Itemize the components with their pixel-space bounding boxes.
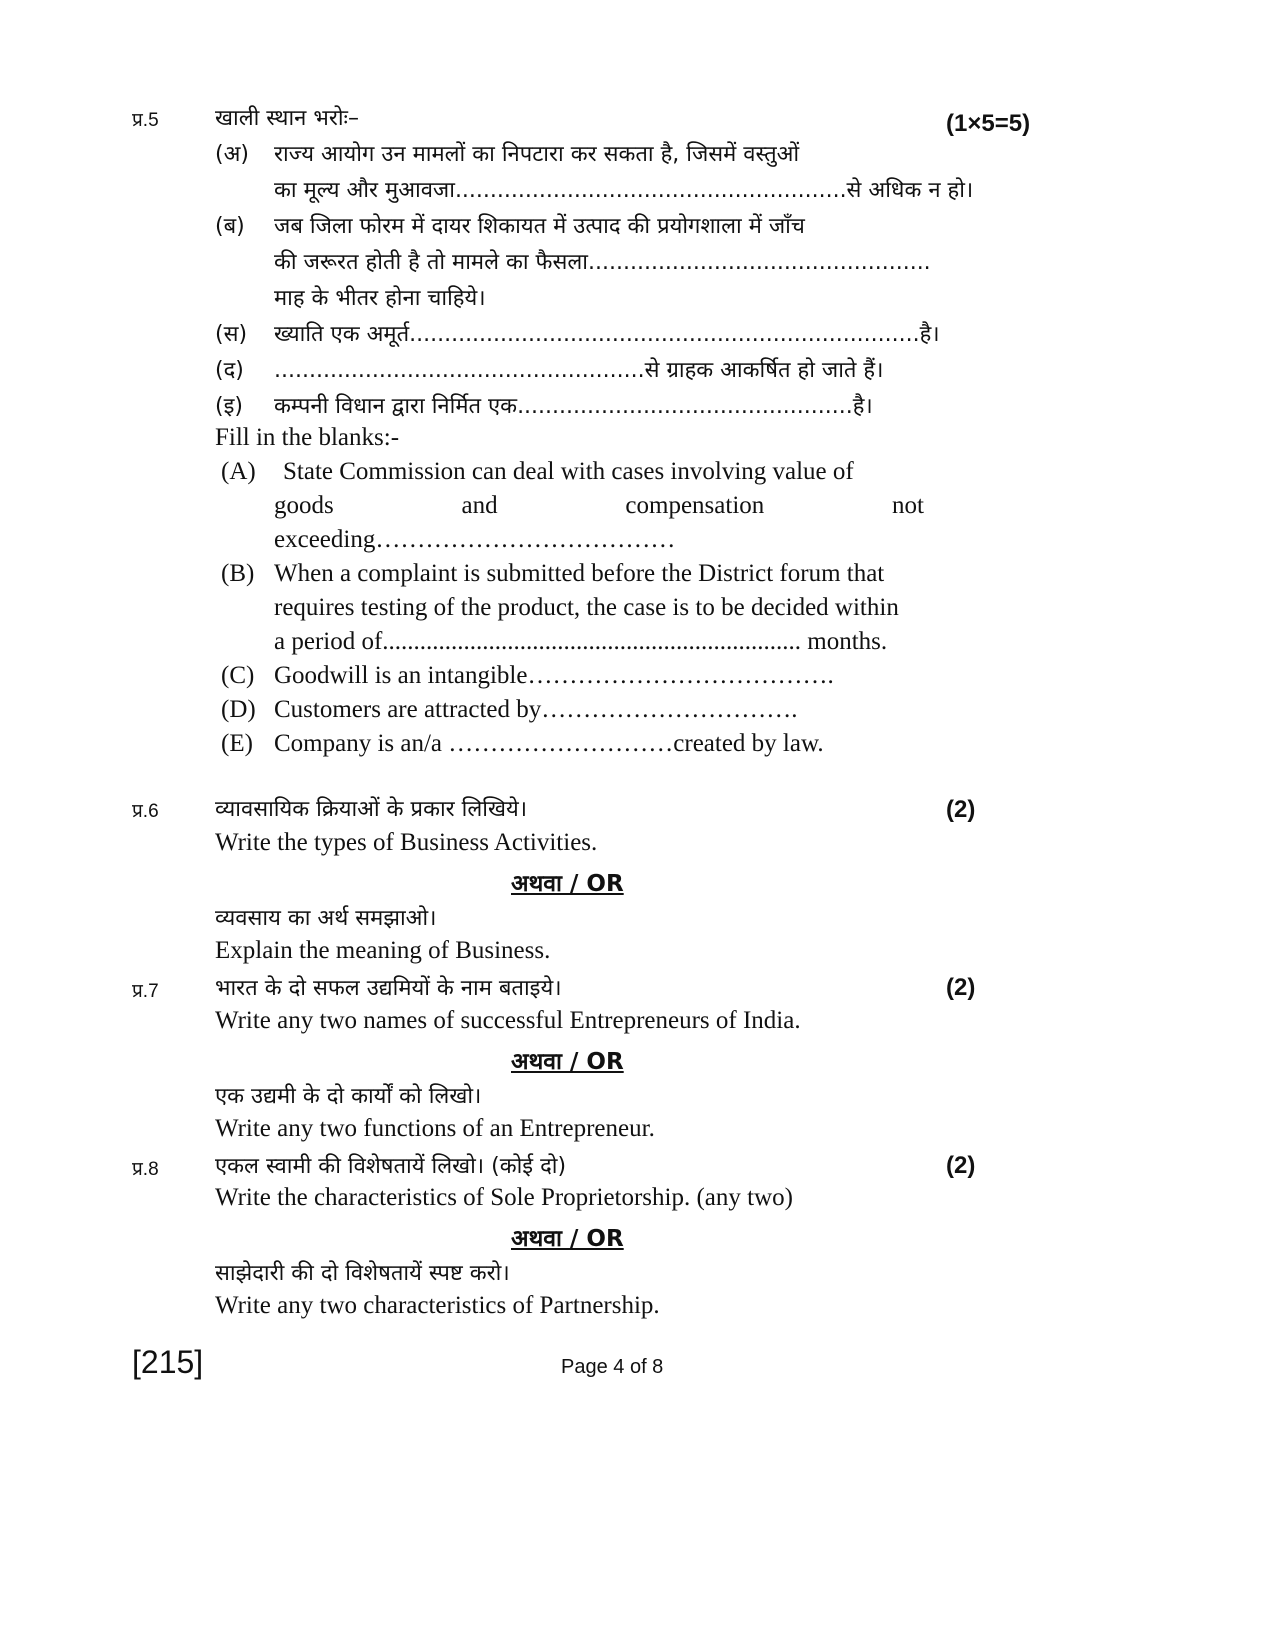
q5-en-item-b-label: (B) [221,560,255,587]
q5-en-item-b-line-2: requires testing of the product, the case is to be decided within [274,594,899,621]
q5-hi-item-e-label: (इ) [215,394,243,419]
q5-hi-item-b-label: (ब) [215,214,245,239]
q5-en-item-d-label: (D) [221,696,256,723]
q5-en-item-a-line-1: State Commission can deal with cases involving value of [283,458,854,485]
word-not: not [892,492,924,519]
q8-marks: (2) [946,1152,976,1179]
q5-title-hindi: खाली स्थान भरोः– [215,106,359,131]
q7-alt-english: Write any two functions of an Entrepreneur. [215,1115,655,1142]
q5-en-item-e-line-1: Company is an/a ………………………created by law. [274,730,824,757]
q5-marks: (1×5=5) [946,110,1031,137]
q6-or-divider: अथवा / OR [511,871,624,897]
q5-hi-item-c-label: (स) [215,322,248,347]
q5-en-item-b-line-1: When a complaint is submitted before the District forum that [274,560,885,587]
q5-en-item-e-label: (E) [221,730,253,757]
q8-number: प्र.8 [132,1159,159,1180]
q5-title-english: Fill in the blanks:- [215,424,400,451]
q5-hi-item-d-line-1: .....................................................से ग्राहक आकर्षित हो जाते हैं। [274,358,884,383]
q5-en-item-d-line-1: Customers are attracted by…………………………. [274,696,798,723]
q8-alt-hindi: साझेदारी की दो विशेषतायें स्पष्ट करो। [215,1261,510,1286]
q6-number: प्र.6 [132,801,159,822]
q5-hi-item-b-line-1: जब जिला फोरम में दायर शिकायत में उत्पाद की प्रयोगशाला में जाँच [274,214,805,239]
q6-question-english: Write the types of Business Activities. [215,829,598,856]
q7-alt-hindi: एक उद्यमी के दो कार्यों को लिखो। [215,1084,482,1109]
q7-number: प्र.7 [132,981,159,1002]
q8-question-hindi: एकल स्वामी की विशेषतायें लिखो। (कोई दो) [215,1154,567,1179]
q7-marks: (2) [946,974,976,1001]
page-number: Page 4 of 8 [561,1356,664,1378]
word-compensation: compensation [625,492,765,519]
word-goods: goods [274,492,334,519]
q5-hi-item-e-line-1: कम्पनी विधान द्वारा निर्मित एक................................................है। [274,394,873,419]
q8-alt-english: Write any two characteristics of Partnership. [215,1292,660,1319]
q8-or-divider: अथवा / OR [511,1226,624,1252]
q7-or-divider: अथवा / OR [511,1049,624,1075]
q6-marks: (2) [946,796,976,823]
q5-hi-item-a-label: (अ) [215,142,249,167]
q5-hi-item-d-label: (द) [215,358,244,383]
q5-en-item-a-label: (A) [221,458,256,485]
q5-hi-item-b-line-2: की जरूरत होती है तो मामले का फैसला................................................. [274,250,931,275]
q5-en-item-c-label: (C) [221,662,255,689]
q5-hi-item-b-line-3: माह के भीतर होना चाहिये। [274,286,486,311]
word-and: and [461,492,498,519]
q5-hi-item-a-line-1: राज्य आयोग उन मामलों का निपटारा कर सकता है, जिसमें वस्तुओं [274,142,800,167]
q5-hi-item-a-line-2: का मूल्य और मुआवजा........................................................से अधिक न हो। [274,178,974,203]
paper-code: [215] [132,1344,204,1380]
q5-hi-item-c-line-1: ख्याति एक अमूर्त.........................................................................है। [274,322,940,347]
q6-alt-hindi: व्यवसाय का अर्थ समझाओ। [215,906,437,931]
q7-question-hindi: भारत के दो सफल उद्यमियों के नाम बताइये। [215,976,562,1001]
q5-en-item-c-line-1: Goodwill is an intangible………………………………. [274,662,834,689]
q6-alt-english: Explain the meaning of Business. [215,937,551,964]
q8-question-english: Write the characteristics of Sole Proprietorship. (any two) [215,1184,793,1211]
q5-en-item-b-line-3: a period of................................................................... months. [274,628,888,655]
q5-en-item-a-line-2 [274,492,924,520]
q5-en-item-a-line-3: exceeding……………………………… [274,526,676,553]
q6-question-hindi: व्यावसायिक क्रियाओं के प्रकार लिखिये। [215,797,528,822]
q7-question-english: Write any two names of successful Entrepreneurs of India. [215,1007,801,1034]
q5-number: प्र.5 [132,110,159,131]
